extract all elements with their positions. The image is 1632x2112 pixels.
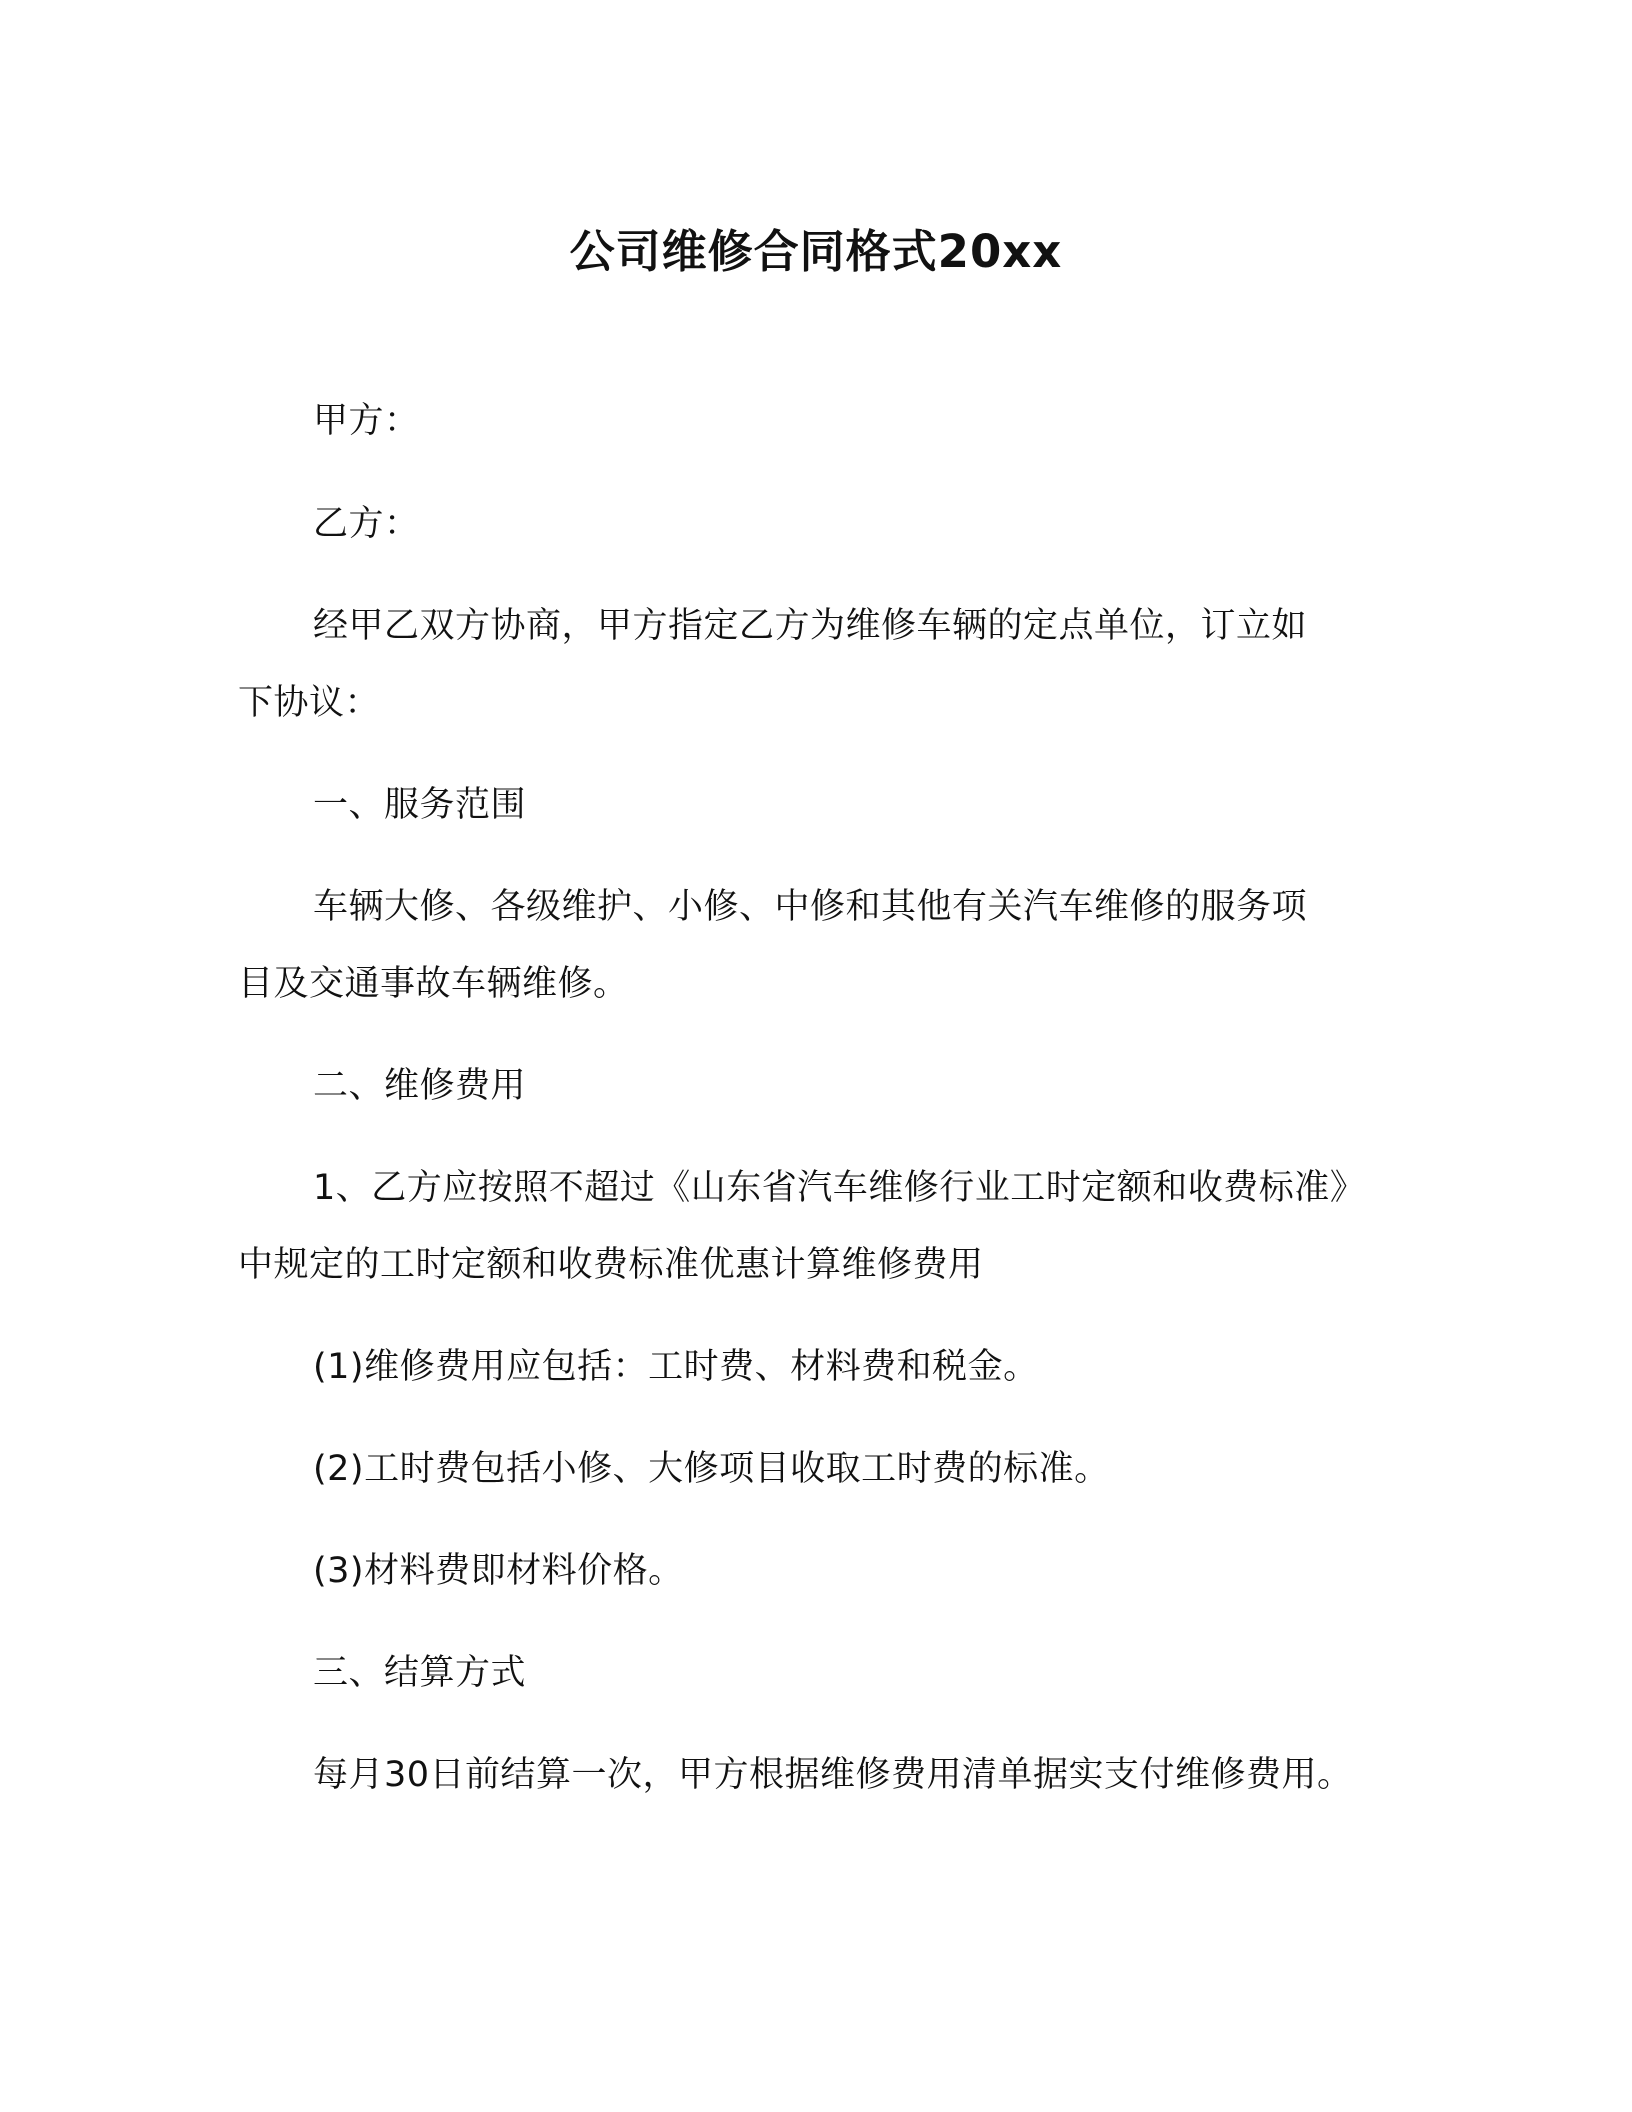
section-2-item-1-line-2: 中规定的工时定额和收费标准优惠计算维修费用 xyxy=(238,1245,984,1285)
section-2-sub-2: (2)工时费包括小修、大修项目收取工时费的标准。 xyxy=(313,1449,1110,1489)
section-2-sub-3: (3)材料费即材料价格。 xyxy=(313,1551,684,1591)
section-1-line-2: 目及交通事故车辆维修。 xyxy=(238,964,629,1004)
section-1-heading: 一、服务范围 xyxy=(313,785,527,825)
section-1-line-1: 车辆大修、各级维护、小修、中修和其他有关汽车维修的服务项 xyxy=(313,887,1308,927)
section-2-sub-1: (1)维修费用应包括：工时费、材料费和税金。 xyxy=(313,1347,1039,1387)
party-b-label: 乙方： xyxy=(313,504,420,544)
party-a-label: 甲方： xyxy=(313,401,420,441)
section-2-item-1-line-1: 1、乙方应按照不超过《山东省汽车维修行业工时定额和收费标准》 xyxy=(313,1168,1366,1208)
document-title: 公司维修合同格式20xx xyxy=(569,225,1063,278)
intro-line-1: 经甲乙双方协商，甲方指定乙方为维修车辆的定点单位，订立如 xyxy=(313,606,1308,646)
section-2-heading: 二、维修费用 xyxy=(313,1066,527,1106)
section-3-line-1: 每月30日前结算一次，甲方根据维修费用清单据实支付维修费用。 xyxy=(313,1755,1353,1795)
section-3-heading: 三、结算方式 xyxy=(313,1653,527,1693)
intro-line-2: 下协议： xyxy=(238,683,381,723)
